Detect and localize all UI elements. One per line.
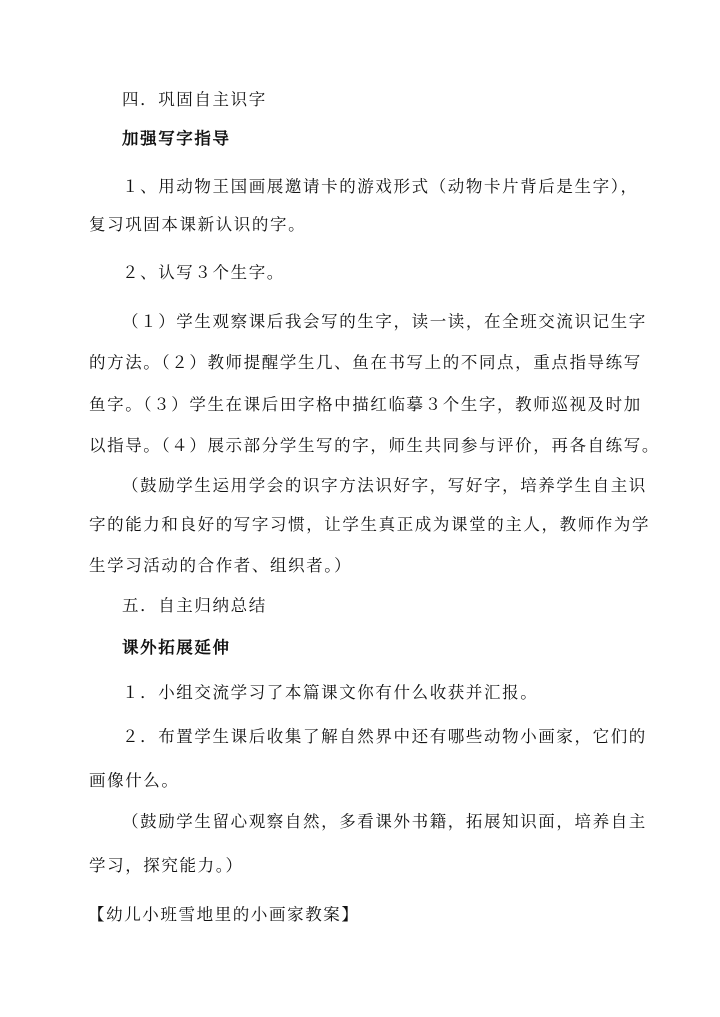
paragraph-line: 的方法。（２）教师提醒学生几、鱼在书写上的不同点，重点指导练写 [89, 353, 642, 372]
paragraph-line: 生学习活动的合作者、组织者。） [89, 556, 353, 575]
paragraph-line: 复习巩固本课新认识的字。 [89, 215, 307, 234]
subheading-extension: 课外拓展延伸 [122, 638, 231, 657]
paragraph-line: 鱼字。（３）学生在课后田字格中描红临摹３个生字，教师巡视及时加 [89, 395, 642, 414]
paragraph-line: 字的能力和良好的写字习惯，让学生真正成为课堂的主人，教师作为学 [89, 515, 651, 534]
paragraph-line: （１）学生观察课后我会写的生字，读一读，在全班交流识记生字 [122, 312, 647, 331]
paragraph-line: 以指导。（４）展示部分学生写的字，师生共同参与评价，再各自练写。 [89, 436, 660, 455]
paragraph-line: ２、认写３个生字。 [122, 263, 285, 282]
paragraph-line: １．小组交流学习了本篇课文你有什么收获并汇报。 [122, 683, 539, 702]
section-heading-5: 五．自主归纳总结 [122, 596, 267, 615]
paragraph-line: １、用动物王国画展邀请卡的游戏形式（动物卡片背后是生字）， [122, 177, 639, 196]
paragraph-line: （鼓励学生运用学会的识字方法识好字，写好字，培养学生自主识 [122, 476, 647, 495]
next-document-title: 【幼儿小班雪地里的小画家教案】 [88, 905, 360, 924]
paragraph-line: 学习，探究能力。） [89, 856, 244, 875]
paragraph-line: ２．布置学生课后收集了解自然界中还有哪些动物小画家，它们的 [122, 727, 647, 746]
paragraph-line: 画像什么。 [89, 771, 180, 790]
subheading-writing-guidance: 加强写字指导 [122, 129, 231, 148]
paragraph-line: （鼓励学生留心观察自然，多看课外书籍，拓展知识面，培养自主 [122, 812, 647, 831]
section-heading-4: 四．巩固自主识字 [122, 90, 267, 109]
